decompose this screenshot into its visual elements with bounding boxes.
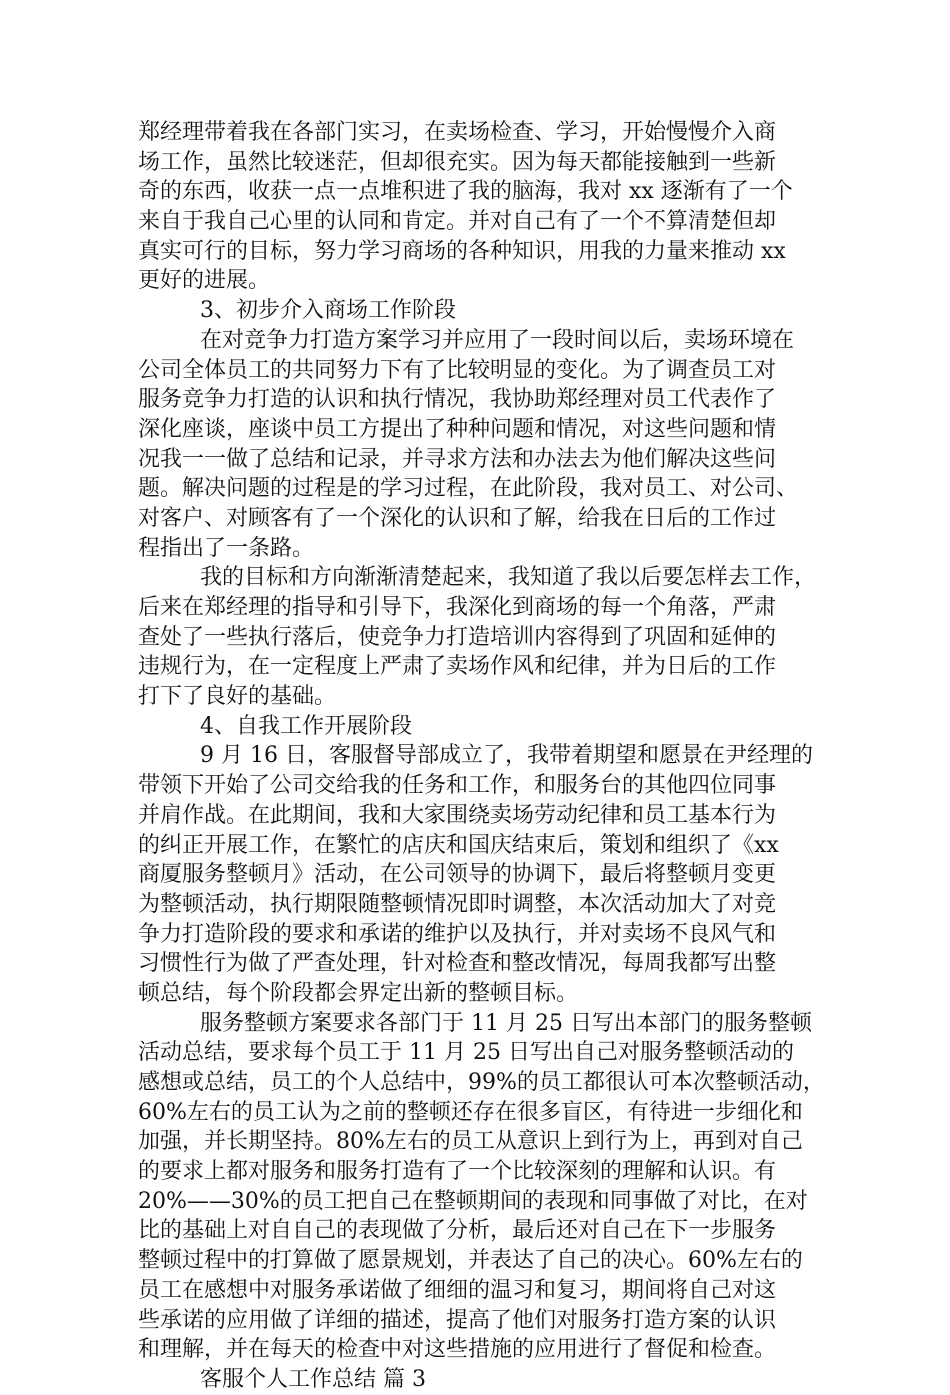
text-line: 并肩作战。在此期间，我和大家围绕卖场劳动纪律和员工基本行为: [138, 802, 777, 828]
text-line: 带领下开始了公司交给我的任务和工作，和服务台的其他四位同事: [138, 773, 777, 799]
paragraph-first-line: 9 月 16 日，客服督导部成立了，我带着期望和愿景在尹经理的: [200, 743, 813, 769]
paragraph-first-line: 我的目标和方向渐渐清楚起来，我知道了我以后要怎样去工作，: [200, 565, 817, 591]
document-body: [138, 118, 825, 1395]
paragraph-first-line: 客服个人工作总结 篇 3: [200, 1366, 426, 1392]
text-line: 些承诺的应用做了详细的描述，提高了他们对服务打造方案的认识: [138, 1307, 777, 1333]
text-line: 来自于我自己心里的认同和肯定。并对自己有了一个不算清楚但却: [138, 209, 777, 235]
text-line: 的要求上都对服务和服务打造有了一个比较深刻的理解和认识。有: [138, 1159, 777, 1185]
text-line: 奇的东西，收获一点一点堆积进了我的脑海，我对 xx 逐渐有了一个: [138, 179, 793, 205]
text-line: 整顿过程中的打算做了愿景规划，并表达了自己的决心。60%左右的: [138, 1248, 803, 1274]
paragraph-first-line: 在对竞争力打造方案学习并应用了一段时间以后，卖场环境在: [200, 327, 795, 353]
text-line: 60%左右的员工认为之前的整顿还存在很多盲区，有待进一步细化和: [138, 1099, 803, 1125]
text-line: 服务竞争力打造的认识和执行情况，我协助郑经理对员工代表作了: [138, 387, 777, 413]
text-line: 程指出了一条路。: [138, 535, 315, 561]
text-line: 真实可行的目标，努力学习商场的各种知识，用我的力量来推动 xx: [138, 238, 786, 264]
text-line: 深化座谈，座谈中员工方提出了种种问题和情况，对这些问题和情: [138, 416, 777, 442]
text-line: 对客户、对顾客有了一个深化的认识和了解，给我在日后的工作过: [138, 505, 777, 531]
text-line: 况我一一做了总结和记录，并寻求方法和办法去为他们解决这些问: [138, 446, 777, 472]
text-line: 员工在感想中对服务承诺做了细细的温习和复习，期间将自己对这: [138, 1277, 777, 1303]
text-line: 打下了良好的基础。: [138, 684, 337, 710]
text-line: 顿总结，每个阶段都会界定出新的整顿目标。: [138, 980, 579, 1006]
text-line: 更好的进展。: [138, 268, 271, 294]
text-line: 公司全体员工的共同努力下有了比较明显的变化。为了调查员工对: [138, 357, 777, 383]
text-line: 20%——30%的员工把自己在整顿期间的表现和同事做了对比，在对: [138, 1188, 808, 1214]
text-line: 查处了一些执行落后，使竞争力打造培训内容得到了巩固和延伸的: [138, 624, 777, 650]
text-line: 题。解决问题的过程是的学习过程，在此阶段，我对员工、对公司、: [138, 476, 799, 502]
paragraph-first-line: 服务整顿方案要求各部门于 11 月 25 日写出本部门的服务整顿: [200, 1010, 812, 1036]
text-line: 的纠正开展工作，在繁忙的店庆和国庆结束后，策划和组织了《xx: [138, 832, 779, 858]
text-line: 违规行为，在一定程度上严肃了卖场作风和纪律，并为日后的工作: [138, 654, 777, 680]
paragraph-first-line: 3、初步介入商场工作阶段: [200, 298, 456, 324]
text-line: 场工作，虽然比较迷茫，但却很充实。因为每天都能接触到一些新: [138, 149, 777, 175]
text-line: 郑经理带着我在各部门实习，在卖场检查、学习，开始慢慢介入商: [138, 120, 777, 145]
text-line: 争力打造阶段的要求和承诺的维护以及执行，并对卖场不良风气和: [138, 921, 777, 947]
text-line: 商厦服务整顿月》活动，在公司领导的协调下，最后将整顿月变更: [138, 862, 777, 888]
text-line: 比的基础上对自自己的表现做了分析，最后还对自己在下一步服务: [138, 1218, 777, 1244]
text-line: 活动总结，要求每个员工于 11 月 25 日写出自己对服务整顿活动的: [138, 1040, 794, 1066]
text-line: 和理解，并在每天的检查中对这些措施的应用进行了督促和检查。: [138, 1337, 777, 1363]
text-line: 感想或总结，员工的个人总结中，99%的员工都很认可本次整顿活动，: [138, 1070, 825, 1095]
text-line: 加强，并长期坚持。80%左右的员工从意识上到行为上，再到对自己: [138, 1129, 803, 1155]
paragraph-first-line: 4、自我工作开展阶段: [200, 713, 412, 739]
text-line: 为整顿活动，执行期限随整顿情况即时调整，本次活动加大了对竞: [138, 891, 777, 917]
text-line: 后来在郑经理的指导和引导下，我深化到商场的每一个角落，严肃: [138, 595, 777, 620]
text-line: 习惯性行为做了严查处理，针对检查和整改情况，每周我都写出整: [138, 951, 777, 977]
